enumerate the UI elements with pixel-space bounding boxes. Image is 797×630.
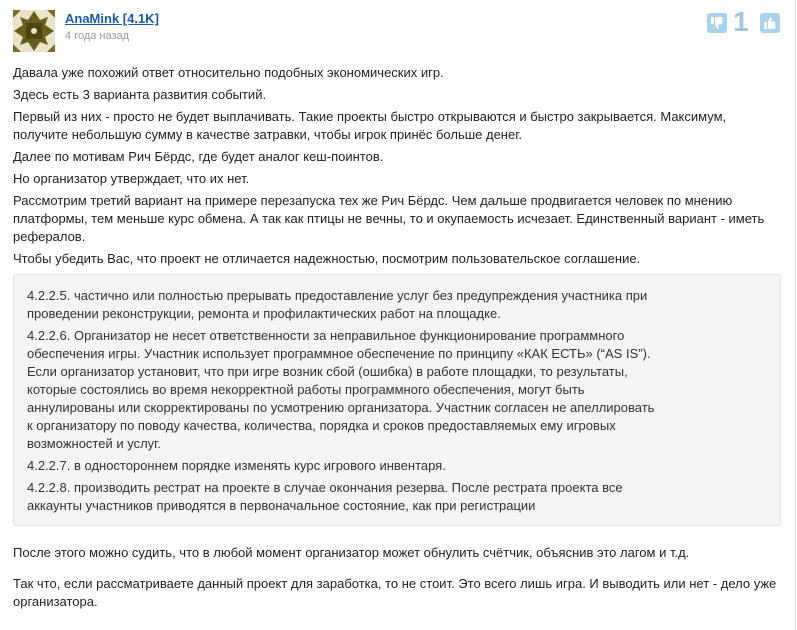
- answer-paragraph: Чтобы убедить Вас, что проект не отличается надежностью, посмотрим пользовательское соглашение.: [13, 251, 641, 266]
- vote-up-button[interactable]: [760, 13, 780, 33]
- vote-down-button[interactable]: [707, 13, 727, 33]
- answer-paragraph: После этого можно судить, что в любой момент организатор может обнулить счётчик, объяснив это лагом и т.д.: [13, 545, 690, 560]
- quote-paragraph: 4.2.2.8. производить рестрат на проекте в случае окончания резерва. После рестрата проекта все аккаунты участников приводятся в первоначальное состояние, как при регистрации: [27, 480, 623, 513]
- answer-paragraph: Так что, если рассматриваете данный проект для заработка, то не стоит. Это всего лишь игра. И выводить или нет - дело уже организатора.: [13, 576, 777, 609]
- author-link[interactable]: AnaMink [4.1K]: [65, 11, 159, 26]
- thumbs-down-icon: [707, 13, 727, 33]
- answer-timestamp: 4 года назад: [65, 30, 130, 42]
- quote-paragraph: 4.2.2.7. в одностороннем порядке изменять курс игрового инвентаря.: [27, 458, 446, 473]
- vote-score: 1: [733, 6, 749, 37]
- thumbs-up-icon: [760, 13, 780, 33]
- quote-paragraph: 4.2.2.5. частично или полностью прерывать предоставление услуг без предупреждения участника при проведении реконструкции, ремонта и профилактических работ на площадке.: [27, 288, 648, 321]
- answer-paragraph: Рассмотрим третий вариант на примере перезапуска тех же Рич Бёрдс. Чем дальше продвигается человек по мнению платформы, тем меньше курс обмена. А так как птицы не вечны, то и окупаемость исчезает. Единственный вариант - иметь рефералов.: [13, 193, 765, 244]
- quote-paragraph: 4.2.2.6. Организатор не несет ответственности за неправильное функционирование программного обеспечения игры. Участник использует программное обеспечение по принципу «КАК ЕСТЬ» (“AS IS”). Если организатор установит, что при игре возник сбой (ошибка) в работе площадки, то результаты, которые состоялись во время некорректной работы программного обеспечения, могут быть аннулированы или скорректированы по усмотрению организатора. Участник согласен не апеллировать к организатору по поводу качества, количества, порядка и сроков предоставляемых ему игровых возможностей и услуг.: [27, 328, 655, 451]
- card-divider: [795, 0, 796, 630]
- answer-paragraph: Первый из них - просто не будет выплачивать. Такие проекты быстро открываются и быстро закрывается. Максимум, получите небольшую сумму в качестве затравки, чтобы игрок принёс больше денег.: [13, 109, 727, 142]
- avatar[interactable]: [13, 10, 55, 52]
- answer-paragraph: Давала уже похожий ответ относительно подобных экономических игр.: [13, 65, 444, 80]
- answer-paragraph: Далее по мотивам Рич Бёрдс, где будет аналог кеш-поинтов.: [13, 149, 384, 164]
- answer-paragraph: Но организатор утверждает, что их нет.: [13, 171, 250, 186]
- agreement-quote: [13, 274, 781, 526]
- answer-body: [13, 64, 783, 615]
- answer-paragraph: Здесь есть 3 варианта развития событий.: [13, 87, 267, 102]
